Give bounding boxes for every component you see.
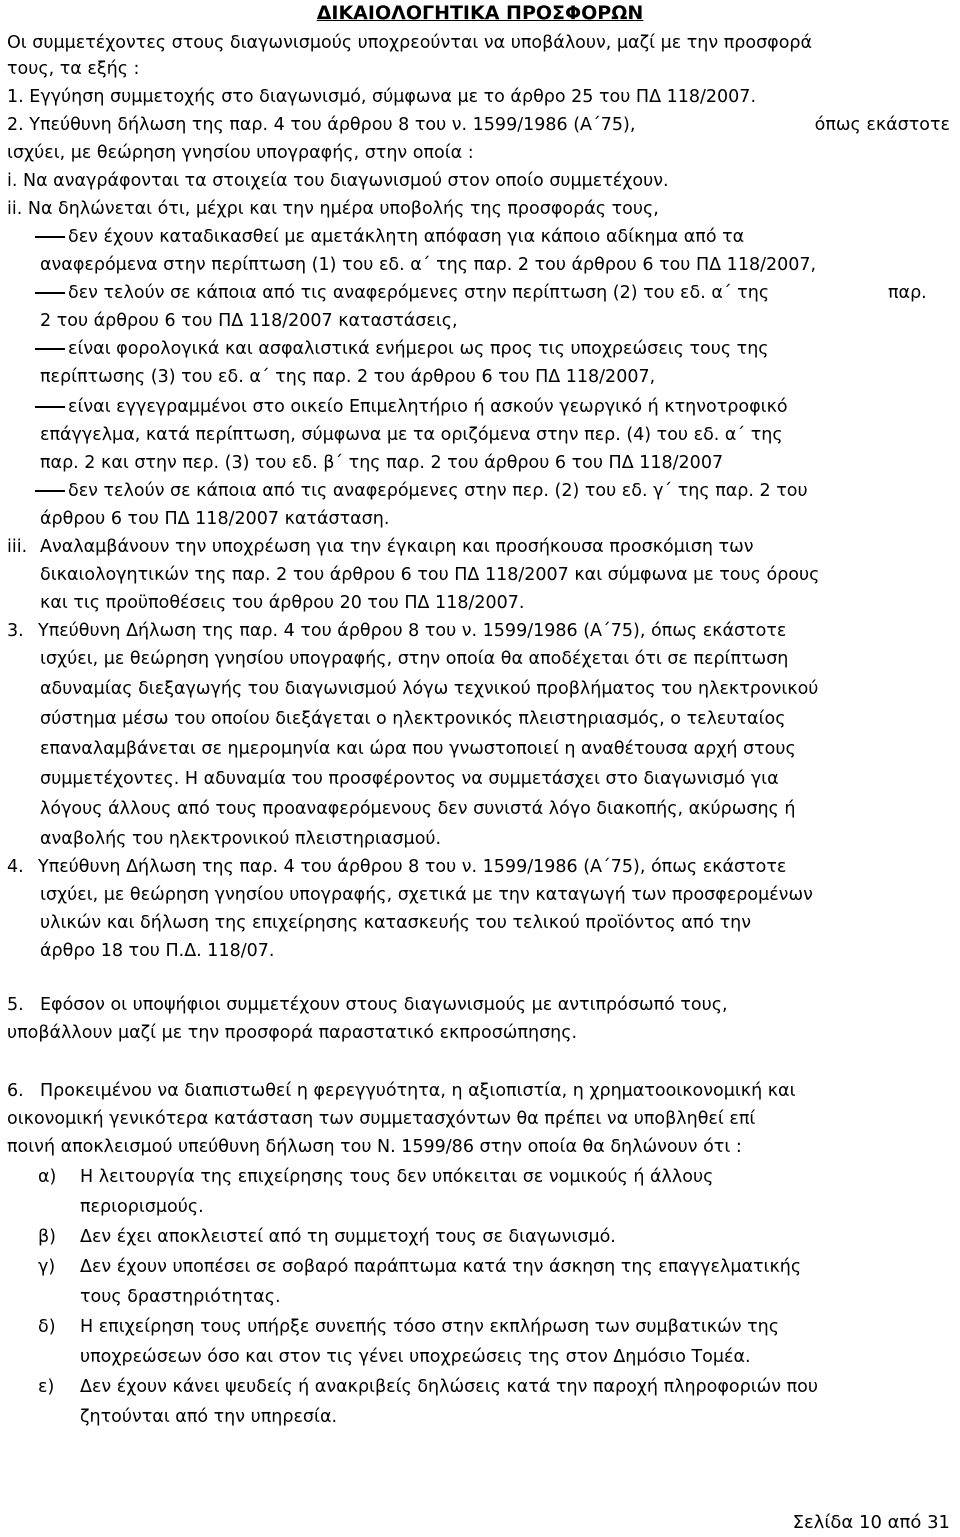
sub-item-text: ζητούνται από την υπηρεσία. xyxy=(80,1407,338,1427)
sub-item-label: α) xyxy=(38,1167,57,1187)
bullet-text: δεν έχουν καταδικασθεί με αμετάκλητη απόφαση για κάποιο αδίκημα από τα xyxy=(68,227,745,247)
sub-item-label: δ) xyxy=(38,1317,56,1337)
bullet-text: είναι φορολογικά και ασφαλιστικά ενήμεροι ως προς τις υποχρεώσεις τους της xyxy=(68,339,769,359)
bullet-text: δεν τελούν σε κάποια από τις αναφερόμενες στην περ. (2) του εδ. γ΄ της παρ. 2 του xyxy=(68,481,808,501)
item-2-line xyxy=(7,112,950,138)
bullet-text: αναφερόμενα στην περίπτωση (1) του εδ. α΄ της παρ. 2 του άρθρου 6 του ΠΔ 118/2007, xyxy=(40,255,817,275)
item-2-text: ισχύει, με θεώρηση γνησίου υπογραφής, στην οποία : xyxy=(7,143,474,163)
bullet-text: παρ. xyxy=(888,283,927,303)
sub-item-text: υποχρεώσεων όσο και στον τις γένει υποχρεώσεις της στον Δημόσιο Τομέα. xyxy=(80,1347,751,1367)
item-5-line: υποβάλλουν μαζί με την προσφορά παραστατικό εκπροσώπησης. xyxy=(7,1023,578,1043)
intro-line: Οι συμμετέχοντες στους διαγωνισμούς υποχρεούνται να υποβάλουν, μαζί με την προσφορά xyxy=(7,33,813,53)
item-3-line: ισχύει, με θεώρηση γνησίου υπογραφής, στην οποία θα αποδέχεται ότι σε περίπτωση xyxy=(40,649,789,669)
item-2-i: i. Να αναγράφονται τα στοιχεία του διαγωνισμού στον οποίο συμμετέχουν. xyxy=(7,171,669,191)
item-6-line: οικονομική γενικότερα κατάσταση των συμμετασχόντων θα πρέπει να υποβληθεί επί xyxy=(7,1109,756,1129)
item-3-line: Υπεύθυνη Δήλωση της παρ. 4 του άρθρου 8 του ν. 1599/1986 (Α΄75), όπως εκάστοτε xyxy=(38,621,787,641)
dash-bullet xyxy=(35,292,65,294)
item-1: 1. Εγγύηση συμμετοχής στο διαγωνισμό, σύμφωνα με το άρθρο 25 του ΠΔ 118/2007. xyxy=(7,87,757,107)
item-3-line: σύστημα μέσω του οποίου διεξάγεται ο ηλεκτρονικός πλειστηριασμός, ο τελευταίος xyxy=(40,709,786,729)
item-2-text: 2. Υπεύθυνη δήλωση της παρ. 4 του άρθρου 8 του ν. 1599/1986 (Α΄75), xyxy=(7,115,636,135)
item-6-line: Προκειμένου να διαπιστωθεί η φερεγγυότητα, η αξιοπιστία, η χρηματοοικονομική και xyxy=(40,1081,796,1101)
bullet-text: παρ. 2 και στην περ. (3) του εδ. β΄ της παρ. 2 του άρθρου 6 του ΠΔ 118/2007 xyxy=(40,453,724,473)
sub-item-label: ε) xyxy=(38,1377,55,1397)
sub-item-label: γ) xyxy=(38,1257,56,1277)
sub-item-text: περιορισμούς. xyxy=(80,1197,204,1217)
dash-bullet xyxy=(35,490,65,492)
sub-item-text: Η λειτουργία της επιχείρησης τους δεν υπόκειται σε νομικούς ή άλλους xyxy=(80,1167,714,1187)
bullet-text: 2 του άρθρου 6 του ΠΔ 118/2007 καταστάσεις, xyxy=(40,311,458,331)
sub-item-text: Η επιχείρηση τους υπήρξε συνεπής τόσο στην εκπλήρωση των συμβατικών της xyxy=(80,1317,780,1337)
item-4-label: 4. xyxy=(7,857,24,877)
bullet-text: άρθρου 6 του ΠΔ 118/2007 κατάσταση. xyxy=(40,509,390,529)
page-number: Σελίδα 10 από 31 xyxy=(792,1512,950,1533)
item-3-line: επαναλαμβάνεται σε ημερομηνία και ώρα που γνωστοποιεί η αναθέτουσα αρχή στους xyxy=(40,739,796,759)
bullet-text: είναι εγγεγραμμένοι στο οικείο Επιμελητήριο ή ασκούν γεωργικό ή κτηνοτροφικό xyxy=(68,397,788,417)
dash-bullet xyxy=(35,406,65,408)
sub-item-text: Δεν έχουν κάνει ψευδείς ή ανακριβείς δηλώσεις κατά την παροχή πληροφοριών που xyxy=(80,1377,819,1397)
sub-item-label: β) xyxy=(38,1227,56,1247)
item-4-line: άρθρο 18 του Π.Δ. 118/07. xyxy=(40,941,275,961)
item-3-line: συμμετέχοντες. Η αδυναμία του προσφέροντος να συμμετάσχει στο διαγωνισμό για xyxy=(40,769,779,789)
bullet-text: δεν τελούν σε κάποια από τις αναφερόμενες στην περίπτωση (2) του εδ. α΄ της xyxy=(68,283,770,303)
item-3-line: αδυναμίας διεξαγωγής του διαγωνισμού λόγω τεχνικού προβλήματος του ηλεκτρονικού xyxy=(40,679,819,699)
item-2-iii-label: iii. xyxy=(7,537,28,557)
item-2-ii: ii. Να δηλώνεται ότι, μέχρι και την ημέρα υποβολής της προσφοράς τους, xyxy=(7,199,659,219)
dash-bullet xyxy=(35,348,65,350)
item-2-text: όπως εκάστοτε xyxy=(814,115,950,135)
sub-item-text: Δεν έχει αποκλειστεί από τη συμμετοχή τους σε διαγωνισμό. xyxy=(80,1227,616,1247)
item-5-label: 5. xyxy=(7,995,24,1015)
intro-line: τους, τα εξής : xyxy=(7,59,140,79)
item-5-line: Εφόσον οι υποψήφιοι συμμετέχουν στους διαγωνισμούς με αντιπρόσωπό τους, xyxy=(40,995,728,1015)
item-6-line: ποινή αποκλεισμού υπεύθυνη δήλωση του Ν. 1599/86 στην οποία θα δηλώνουν ότι : xyxy=(7,1137,742,1157)
item-2-iii: και τις προϋποθέσεις του άρθρου 20 του ΠΔ 118/2007. xyxy=(40,593,525,613)
item-2-iii: δικαιολογητικών της παρ. 2 του άρθρου 6 του ΠΔ 118/2007 και σύμφωνα με τους όρους xyxy=(40,565,820,585)
page-title: ΔΙΚΑΙΟΛΟΓΗΤΙΚΑ ΠΡΟΣΦΟΡΩΝ xyxy=(316,2,644,24)
item-4-line: ισχύει, με θεώρηση γνησίου υπογραφής, σχετικά με την καταγωγή των προσφερομένων xyxy=(40,885,813,905)
item-4-line: Υπεύθυνη Δήλωση της παρ. 4 του άρθρου 8 του ν. 1599/1986 (Α΄75), όπως εκάστοτε xyxy=(38,857,787,877)
item-3-line: αναβολής του ηλεκτρονικού πλειστηριασμού. xyxy=(40,829,442,849)
bullet-text: περίπτωσης (3) του εδ. α΄ της παρ. 2 του άρθρου 6 του ΠΔ 118/2007, xyxy=(40,367,656,387)
sub-item-text: Δεν έχουν υποπέσει σε σοβαρό παράπτωμα κατά την άσκηση της επαγγελματικής xyxy=(80,1257,802,1277)
item-6-label: 6. xyxy=(7,1081,24,1101)
item-4-line: υλικών και δήλωση της επιχείρησης κατασκευής του τελικού προϊόντος από την xyxy=(40,913,752,933)
bullet-text: επάγγελμα, κατά περίπτωση, σύμφωνα με τα οριζόμενα στην περ. (4) του εδ. α΄ της xyxy=(40,425,783,445)
item-3-label: 3. xyxy=(7,621,24,641)
item-3-line: λόγους άλλους από τους προαναφερόμενους δεν συνιστά λόγο διακοπής, ακύρωσης ή xyxy=(40,799,796,819)
item-2-iii: Αναλαμβάνουν την υποχρέωση για την έγκαιρη και προσήκουσα προσκόμιση των xyxy=(40,537,754,557)
sub-item-text: τους δραστηριότητας. xyxy=(80,1287,281,1307)
dash-bullet xyxy=(35,236,65,238)
